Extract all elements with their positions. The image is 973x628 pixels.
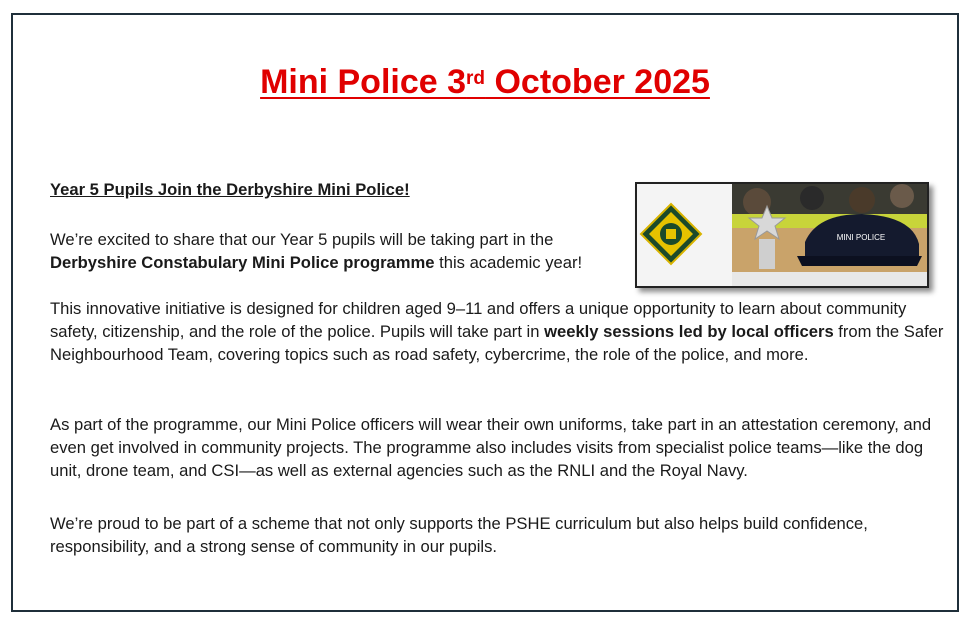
mini-police-photo — [635, 182, 929, 288]
newsletter-frame — [11, 13, 959, 612]
paragraph-intro: We’re excited to share that our Year 5 pupils will be taking part in the Derbyshire Constabulary Mini Police programme this academic year! — [50, 230, 583, 272]
article-heading: Year 5 Pupils Join the Derbyshire Mini Police! — [50, 180, 410, 199]
svg-text:MINI POLICE: MINI POLICE — [836, 233, 886, 242]
paragraph-initiative: This innovative initiative is designed for children aged 9–11 and offers a unique opportunity to learn about community safety, citizenship, and the role of the police. Pupils will take part in weekly sessions led by local officers from the Safer Neighbourhood Team, covering topics such as road safety, cybercrime, the role of the police, and more. — [50, 299, 944, 364]
paragraph-programme: As part of the programme, our Mini Police officers will wear their own uniforms, take part in an attestation ceremony, and even get involved in community projects. The programme also includes visits from specialist police teams—like the dog unit, drone team, and CSI—as well as external agencies such as the RNLI and the Royal Navy. — [50, 415, 932, 480]
paragraph-proud: We’re proud to be part of a scheme that not only supports the PSHE curriculum but also helps build confidence, responsibility, and a strong sense of community in our pupils. — [50, 514, 868, 556]
page-title: Mini Police 3rd October 2025 — [260, 63, 710, 101]
